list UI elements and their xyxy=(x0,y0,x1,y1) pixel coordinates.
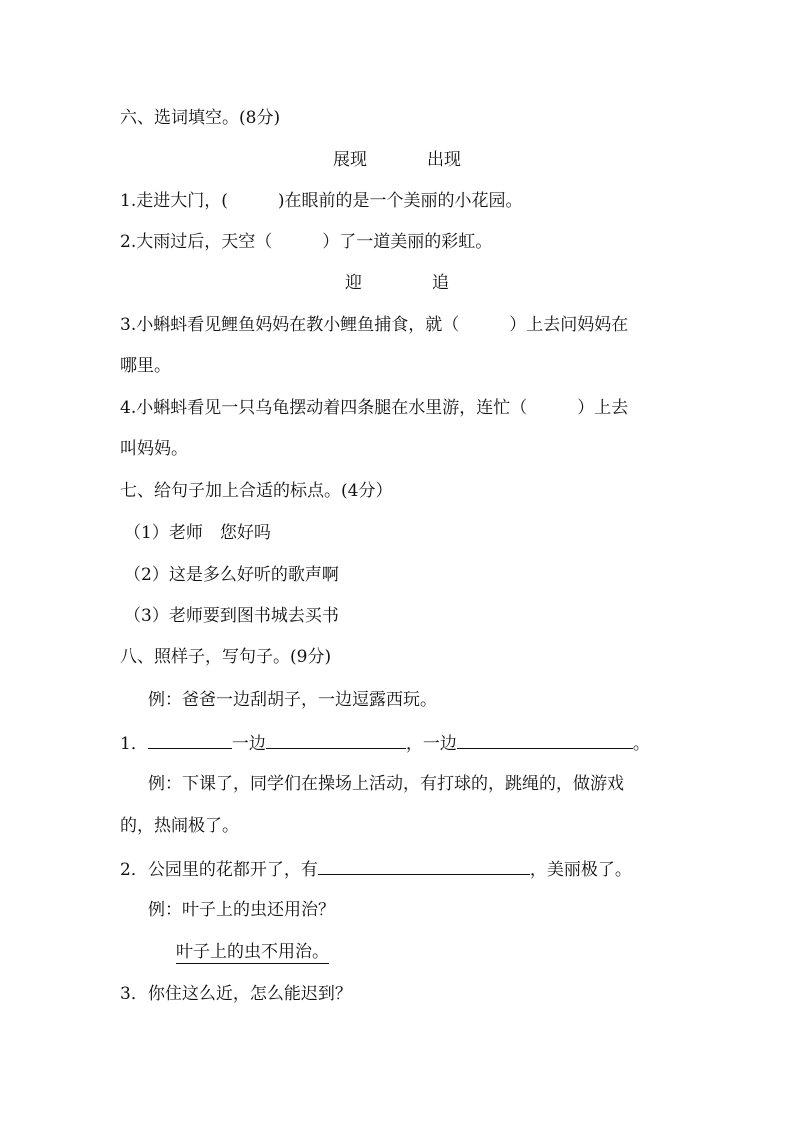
answer-line[interactable] xyxy=(266,730,406,749)
word-choices-a xyxy=(0,148,794,172)
question-6-3: 3.小蝌蚪看见鲤鱼妈妈在教小鲤鱼捕食，就（ ）上去问妈妈在 xyxy=(120,315,629,335)
example-1: 例：爸爸一边刮胡子，一边逗露西玩。 xyxy=(148,690,437,710)
answer-line[interactable] xyxy=(457,730,633,749)
answer-line[interactable] xyxy=(148,730,232,749)
answer-line[interactable] xyxy=(318,856,530,875)
question-6-4-cont: 叫妈妈。 xyxy=(120,439,188,459)
word-choice: 追 xyxy=(432,273,449,293)
word-choice: 展现 xyxy=(333,150,367,170)
punctuation-item-2: （2）这是多么好听的歌声啊 xyxy=(124,565,339,585)
question-6-4: 4.小蝌蚪看见一只乌龟摆动着四条腿在水里游，连忙（ ）上去 xyxy=(120,398,629,418)
word-choices-b xyxy=(0,271,794,295)
example-3-answer: 叶子上的虫不用治。 xyxy=(176,942,329,962)
question-8-2: 2．公园里的花都开了，有 ，美丽极了。 xyxy=(120,856,632,882)
section-6-title: 六、选词填空。(8分) xyxy=(120,108,281,128)
example-3: 例：叶子上的虫还用治？ xyxy=(148,900,335,920)
question-8-3: 3．你住这么近，怎么能迟到？ xyxy=(120,984,352,1004)
punctuation-item-1: （1）老师 您好吗 xyxy=(124,523,271,543)
question-8-1: 1． 一边 ，一边 。 xyxy=(120,730,650,756)
example-2-line-1: 例：下课了，同学们在操场上活动，有打球的，跳绳的，做游戏 xyxy=(148,774,624,794)
question-6-3-cont: 哪里。 xyxy=(120,356,171,376)
question-6-2: 2.大雨过后，天空（ ）了一道美丽的彩虹。 xyxy=(120,232,493,252)
punctuation-item-3: （3）老师要到图书城去买书 xyxy=(124,606,339,626)
section-7-title: 七、给句子加上合适的标点。(4分） xyxy=(120,481,393,501)
question-6-1: 1.走进大门，( )在眼前的是一个美丽的小花园。 xyxy=(120,191,523,211)
section-8-title: 八、照样子，写句子。(9分) xyxy=(120,647,332,667)
example-2-line-2: 的，热闹极了。 xyxy=(120,816,239,836)
word-choice: 出现 xyxy=(427,150,461,170)
word-choice: 迎 xyxy=(345,273,362,293)
